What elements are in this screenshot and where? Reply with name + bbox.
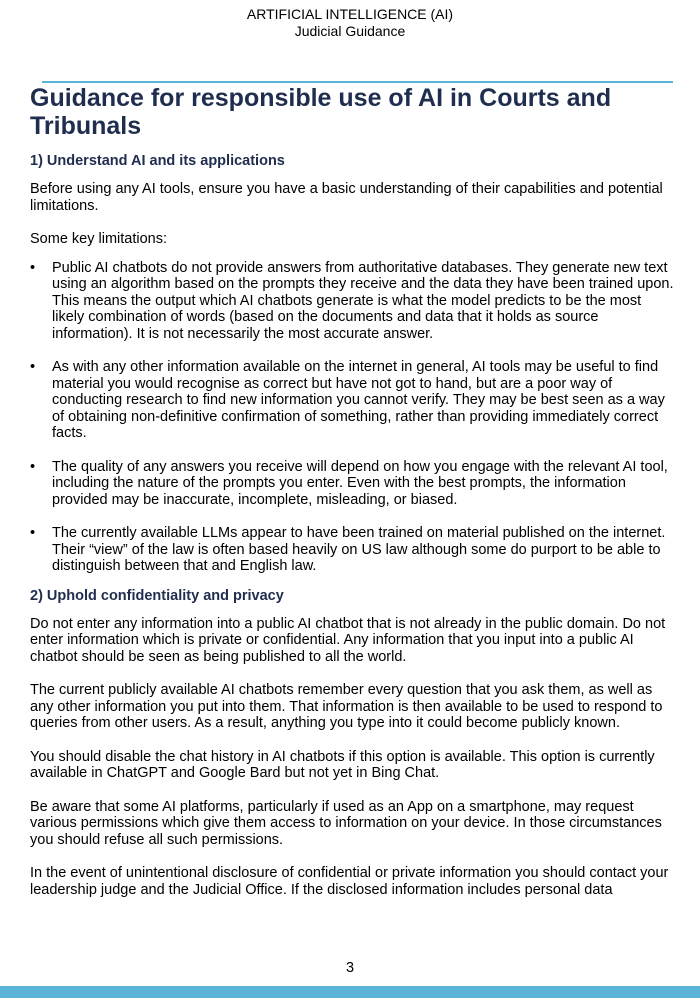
list-item	[30, 359, 675, 442]
paragraph: The current publicly available AI chatbots remember every question that you ask them, as well as any other information you put into them. That information is then available to be used to respond to queries from other users. As a result, anything you type into it could become publicly known.	[30, 682, 663, 731]
document-body	[30, 84, 675, 915]
list-item	[30, 525, 675, 575]
list-item	[30, 260, 675, 343]
list-item-text: The quality of any answers you receive will depend on how you engage with the relevant AI tool, including the nature of the prompts you enter. Even with the best prompts, the information provided may be inaccurate, incomplete, misleading, or biased.	[52, 458, 668, 508]
footer-bar	[0, 986, 700, 998]
paragraph: Be aware that some AI platforms, particularly if used as an App on a smartphone, may request various permissions which give them access to information on your device. In those circumstances you should refuse all such permissions.	[30, 798, 662, 848]
bullet-icon: •	[30, 359, 36, 375]
bullet-icon: •	[30, 259, 36, 276]
paragraph: In the event of unintentional disclosure of confidential or private information you should contact your leadership judge and the Judicial Office. If the disclosed information includes personal data	[30, 865, 669, 898]
page-header	[0, 6, 700, 40]
section-1-heading: 1) Understand AI and its applications	[30, 153, 285, 169]
header-subtitle: Judicial Guidance	[294, 23, 406, 39]
section-2-heading: 2) Uphold confidentiality and privacy	[30, 587, 284, 604]
page-number: 3	[345, 960, 355, 976]
paragraph: You should disable the chat history in AI chatbots if this option is available. This option is currently available in ChatGPT and Google Bard but not yet in Bing Chat.	[30, 748, 655, 781]
limitations-list	[30, 260, 675, 575]
header-title: ARTIFICIAL INTELLIGENCE (AI)	[246, 6, 454, 22]
list-item-text: As with any other information available on the internet in general, AI tools may be useful to find material you would recognise as correct but have not got to hand, but are a poor way of conducting research to find new information you cannot verify. They may be best seen as a way of obtaining non-definitive confirmation of something, rather than providing immediately correct facts.	[52, 359, 665, 441]
list-item	[30, 459, 675, 509]
page-title: Guidance for responsible use of AI in Courts and Tribunals	[30, 84, 612, 140]
section-1-intro: Before using any AI tools, ensure you have a basic understanding of their capabilities and potential limitations.	[30, 181, 663, 214]
bullet-icon: •	[30, 458, 36, 475]
list-item-text: The currently available LLMs appear to have been trained on material published on the internet. Their “view” of the law is often based heavily on US law although some do purport to be able to distinguish between that and English law.	[52, 525, 666, 574]
limitations-label: Some key limitations:	[30, 231, 167, 247]
paragraph: Do not enter any information into a public AI chatbot that is not already in the public domain. Do not enter information which is private or confidential. Any information that you input into a public AI chatbot should be seen as being published to all the world.	[30, 615, 666, 665]
list-item-text: Public AI chatbots do not provide answers from authoritative databases. They generate new text using an algorithm based on the prompts they receive and the data they have been trained upon. This means the output which AI chatbots generate is what the model predicts to be the most likely combination of words (based on the documents and data that it holds as source information). It is not necessarily the most accurate answer.	[52, 259, 674, 342]
header-divider	[42, 81, 673, 83]
bullet-icon: •	[30, 525, 36, 541]
